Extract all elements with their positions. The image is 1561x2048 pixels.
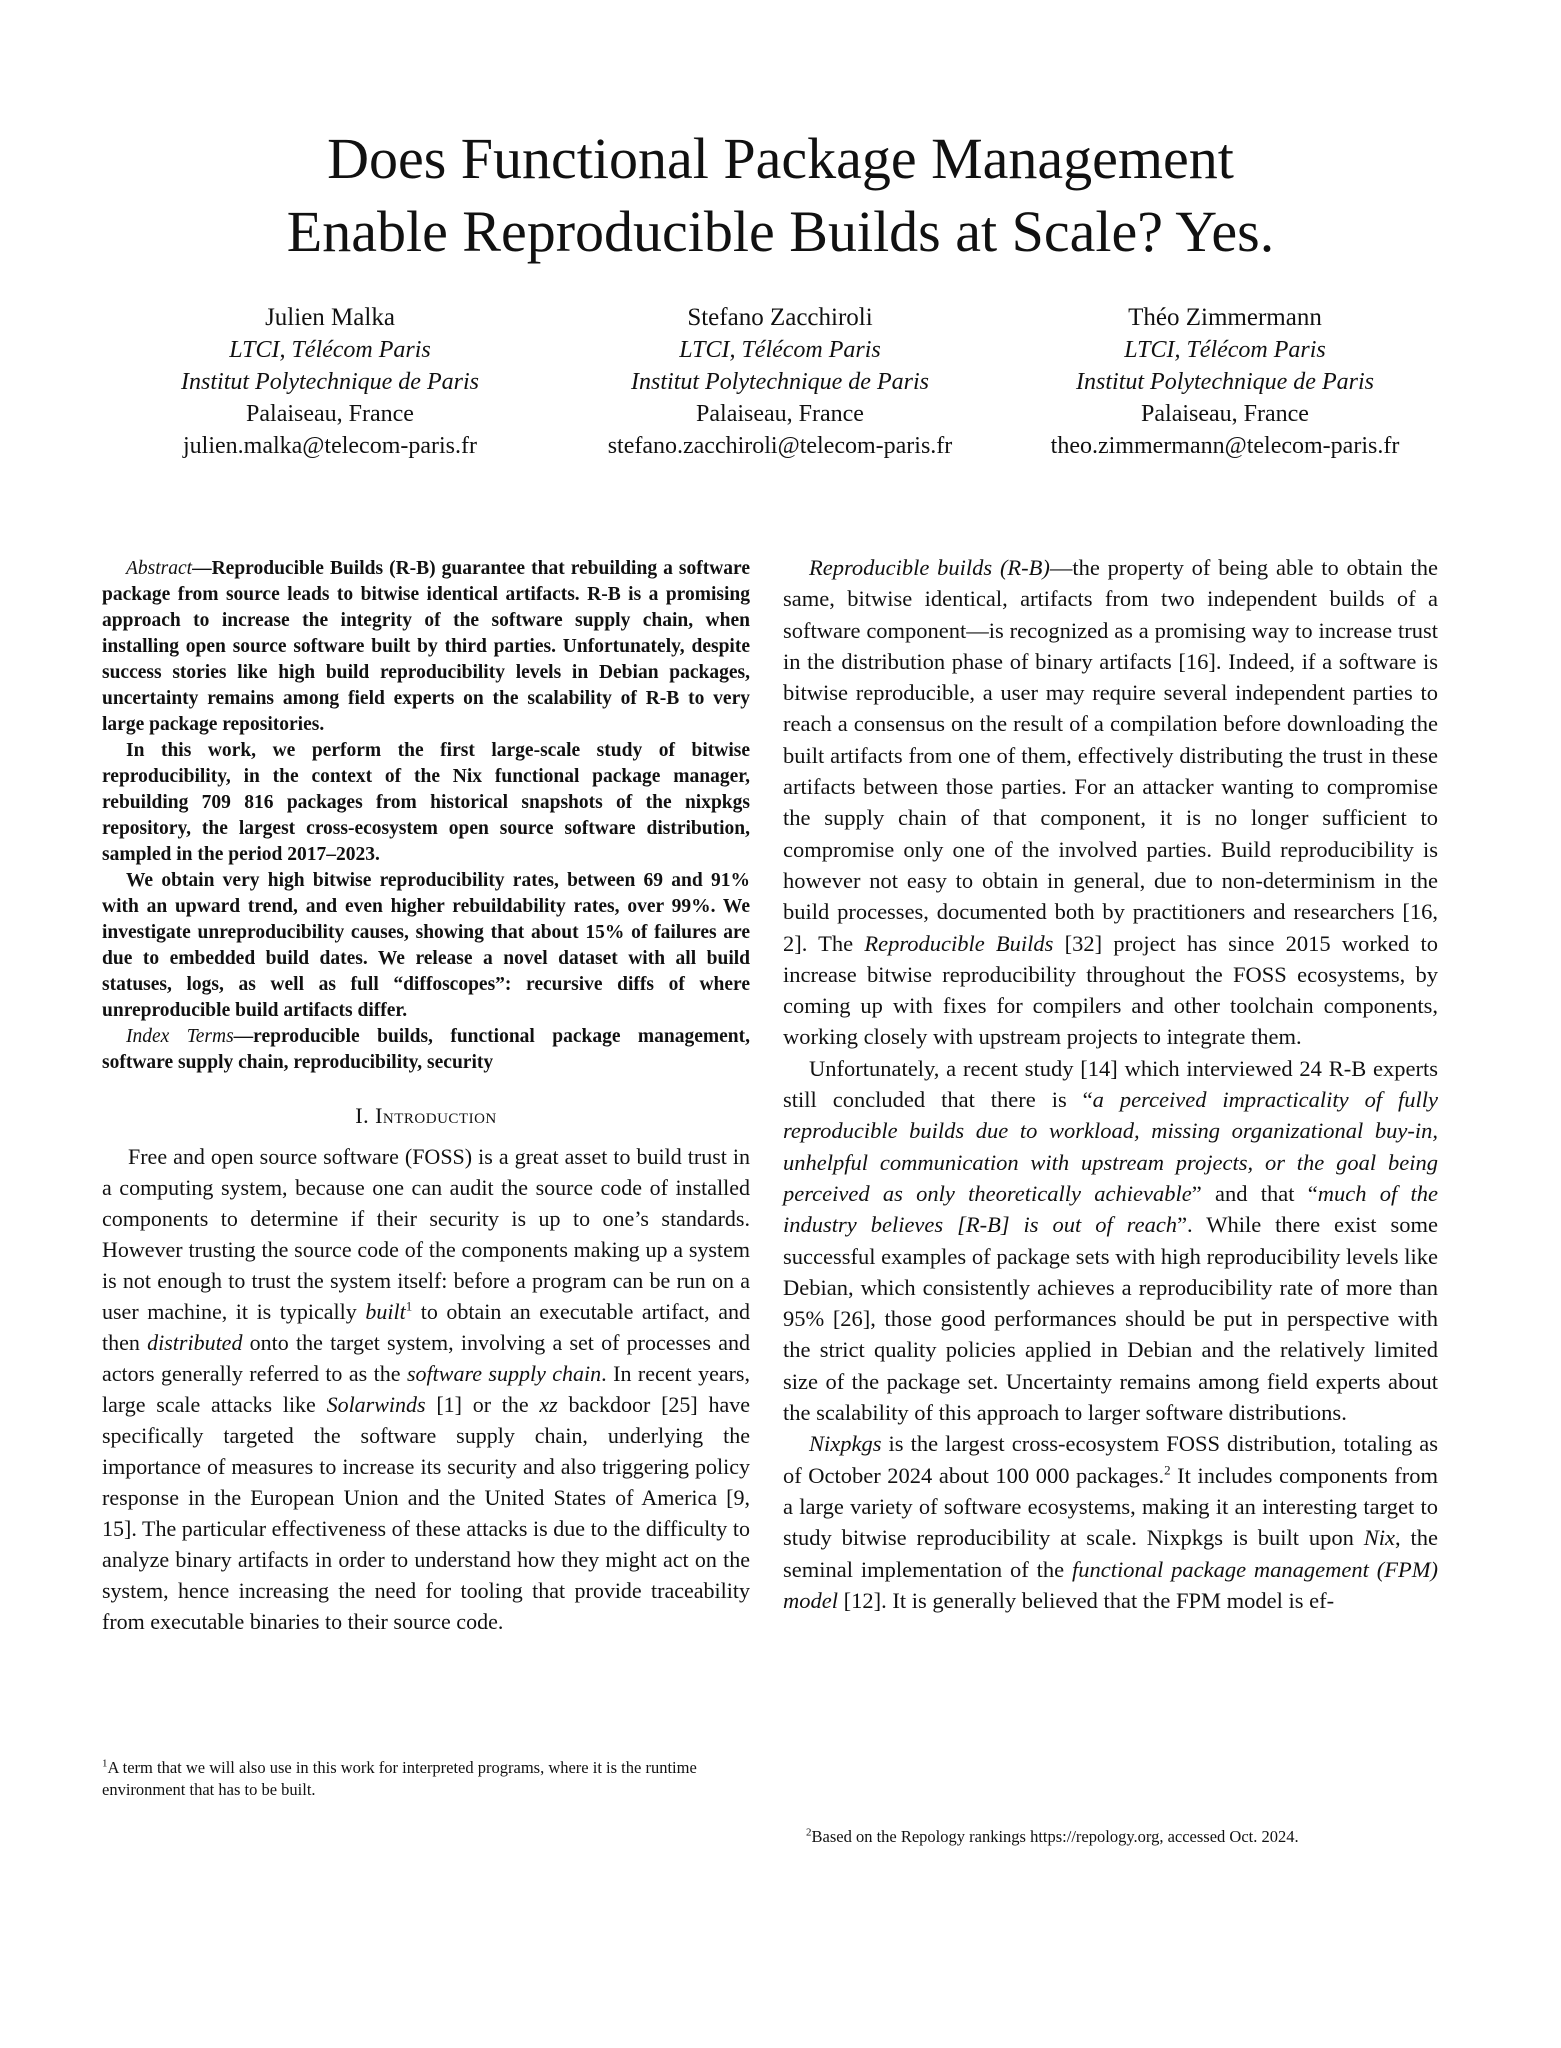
author-name: Théo Zimmermann xyxy=(1128,304,1322,331)
text-run: It includes components from a large variety of software ecosystems, making it an interesting target to study bitwise reproducibility at scale. Nixpkgs is built upon xyxy=(783,1462,1438,1551)
author-2 xyxy=(585,302,975,462)
quotation: much of the industry believes [R-B] is out of reach xyxy=(783,1180,1438,1238)
text-run: backdoor [25] have specifically targeted the software supply chain, underlying the importance of measures to increase its security and also triggering policy response in the European Union and the United States of America [9, 15]. The particular effectiveness of these attacks is due to the difficulty to analyze binary artifacts in order to understand how they might act on the system, hence increasing the need for tooling that provide traceability from executable binaries to their source code. xyxy=(102,1392,750,1634)
intro-paragraph-4 xyxy=(783,1428,1438,1616)
intro-paragraph-3 xyxy=(783,1053,1438,1429)
emphasis: Solarwinds xyxy=(326,1392,426,1417)
emphasis: Reproducible Builds xyxy=(864,930,1054,956)
title-line-2: Enable Reproducible Builds at Scale? Yes. xyxy=(286,199,1275,264)
abstract-paragraph-2: In this work, we perform the first large-scale study of bitwise reproducibility, in the context of the Nix functional package manager, rebuilding 709 816 packages from historical snapshots of the nixpkgs repository, the largest cross-ecosystem open source software distribution, sampled in the period 2017–2023. xyxy=(102,740,750,865)
footnote-2 xyxy=(806,1826,1446,1848)
footnote-mark: 2 xyxy=(1164,1462,1171,1478)
emphasis: software supply chain xyxy=(406,1361,602,1386)
right-column xyxy=(783,552,1438,1616)
emphasis: Nix xyxy=(1363,1525,1395,1551)
emphasis: distributed xyxy=(147,1330,243,1355)
text-run: [32] project has since 2015 worked to increase bitwise reproducibility throughout the FOSS ecosystems, by coming up with fixes for compilers and other toolchain components, working closely with upstream projects to integrate them. xyxy=(783,930,1438,1050)
author-email: stefano.zacchiroli@telecom-paris.fr xyxy=(607,433,953,459)
footnote-number: 2 xyxy=(806,1826,812,1839)
abstract-paragraph-1 xyxy=(102,556,750,738)
text-run: [12]. It is generally believed that the FPM model is ef- xyxy=(838,1587,1335,1613)
paper-title xyxy=(120,122,1441,268)
footnote-mark: 1 xyxy=(405,1298,413,1314)
author-institution: Institut Polytechnique de Paris xyxy=(631,369,929,395)
author-institution: Institut Polytechnique de Paris xyxy=(181,369,479,395)
author-location: Palaiseau, France xyxy=(246,401,414,427)
abstract xyxy=(102,556,750,1024)
emphasis: Reproducible builds (R-B) xyxy=(809,555,1050,580)
emphasis: xz xyxy=(539,1392,558,1417)
intro-paragraph-2 xyxy=(783,552,1438,1053)
footnote-1 xyxy=(102,1757,750,1801)
author-name: Julien Malka xyxy=(265,304,395,331)
footnote-text: A term that we will also use in this work for interpreted programs, where it is the runtime environment that has to be built. xyxy=(102,1758,697,1799)
author-email: theo.zimmermann@telecom-paris.fr xyxy=(1050,433,1400,459)
author-institution: Institut Polytechnique de Paris xyxy=(1076,369,1374,395)
text-run: Free and open source software (FOSS) is a great asset to build trust in a computing system, because one can audit the source code of installed components to determine if their security is up to one’s standards. However trusting the source code of the components making up a system is not enough to trust the system itself: before a program can be run on a user machine, it is typically xyxy=(102,1144,750,1324)
introduction-left-text xyxy=(102,1141,750,1637)
author-email: julien.malka@telecom-paris.fr xyxy=(183,433,477,459)
author-affiliation: LTCI, Télécom Paris xyxy=(679,337,881,363)
intro-paragraph-1 xyxy=(102,1141,750,1637)
footnote-number: 1 xyxy=(102,1757,108,1770)
author-3 xyxy=(1024,302,1426,462)
abstract-paragraph-3: We obtain very high bitwise reproducibility rates, between 69 and 91% with an upward trend, and even higher rebuildability rates, over 99%. We investigate unreproducibility causes, showing that about 15% of failures are due to embedded build dates. We release a novel dataset with all build statuses, logs, as well as full “diffoscopes”: recursive diffs of where unreproducible build artifacts differ. xyxy=(102,870,750,1021)
author-name: Stefano Zacchiroli xyxy=(687,304,873,331)
left-column xyxy=(102,556,750,1637)
text-run: , the seminal implementation of the xyxy=(783,1525,1438,1582)
author-1 xyxy=(135,302,525,462)
text-run: is the largest cross-ecosystem FOSS distribution, totaling as of October 2024 about 100 000 packages. xyxy=(783,1431,1438,1488)
index-terms xyxy=(102,1024,750,1076)
emphasis: built xyxy=(365,1299,406,1324)
text-run: [1] or the xyxy=(425,1392,540,1417)
author-affiliation: LTCI, Télécom Paris xyxy=(229,337,431,363)
text-run: —the property of being able to obtain the same, bitwise identical, artifacts from two independent builds of a software component—is recognized as a promising way to increase trust in the distribution phase of binary artifacts [16]. Indeed, if a software is bitwise reproducible, a user may require several independent parties to reach a consensus on the result of a compilation before downloading the built artifacts from one of them, effectively distributing the trust in these artifacts between those parties. For an attacker wanting to compromise the supply chain of that component, it is no longer sufficient to compromise only one of the involved parties. Build reproducibility is however not easy to obtain in general, due to non-determinism in the build processes, documented both by practitioners and researchers [16, 2]. The xyxy=(783,555,1438,956)
author-affiliation: LTCI, Télécom Paris xyxy=(1124,337,1326,363)
title-line-1: Does Functional Package Management xyxy=(327,126,1234,191)
text-run: Unfortunately, a recent study [14] which interviewed 24 R-B experts still concluded that there is “ xyxy=(783,1055,1438,1113)
index-terms-text: —reproducible builds, functional package management, software supply chain, reproducibility, security xyxy=(102,1026,750,1073)
emphasis: Nixpkgs xyxy=(809,1431,882,1457)
author-location: Palaiseau, France xyxy=(696,401,864,427)
text-run: ” and that “ xyxy=(1191,1180,1318,1206)
text-run: ”. While there exist some successful examples of package sets with high reproducibility levels like Debian, which consistently achieves a reproducibility rate of more than 95% [26], those good performances should be put in perspective with the strict quality policies applied in Debian and the relatively limited size of the package set. Uncertainty remains among field experts about the scalability of this approach to larger software distributions. xyxy=(783,1212,1438,1426)
index-terms-label: Index Terms xyxy=(126,1026,234,1047)
abstract-label: Abstract xyxy=(126,558,193,579)
text-run: to obtain an executable artifact, and then xyxy=(102,1299,750,1355)
author-block xyxy=(135,302,1426,472)
quotation: a perceived impracticality of fully reproducible builds due to workload, missing organizational buy-in, unhelpful communication with upstream projects, or the goal being perceived as only theoretically achievable xyxy=(783,1087,1439,1206)
footnote-text: Based on the Repology rankings https://repology.org, accessed Oct. 2024. xyxy=(811,1827,1299,1846)
section-heading-introduction: I. Introduction xyxy=(355,1103,497,1128)
abstract-text: —Reproducible Builds (R-B) guarantee that rebuilding a software package from source leads to bitwise identical artifacts. R-B is a promising approach to increase the integrity of the software supply chain, when installing open source software built by third parties. Unfortunately, despite success stories like high build reproducibility levels in Debian packages, uncertainty remains among field experts on the scalability of R-B to very large package repositories. xyxy=(102,558,750,735)
text-run: . In recent years, large scale attacks like xyxy=(102,1361,750,1417)
author-location: Palaiseau, France xyxy=(1141,401,1309,427)
introduction-right-text xyxy=(783,552,1438,1616)
emphasis: functional package management (FPM) model xyxy=(783,1556,1439,1613)
text-run: onto the target system, involving a set of processes and actors generally referred to as the xyxy=(102,1330,750,1386)
